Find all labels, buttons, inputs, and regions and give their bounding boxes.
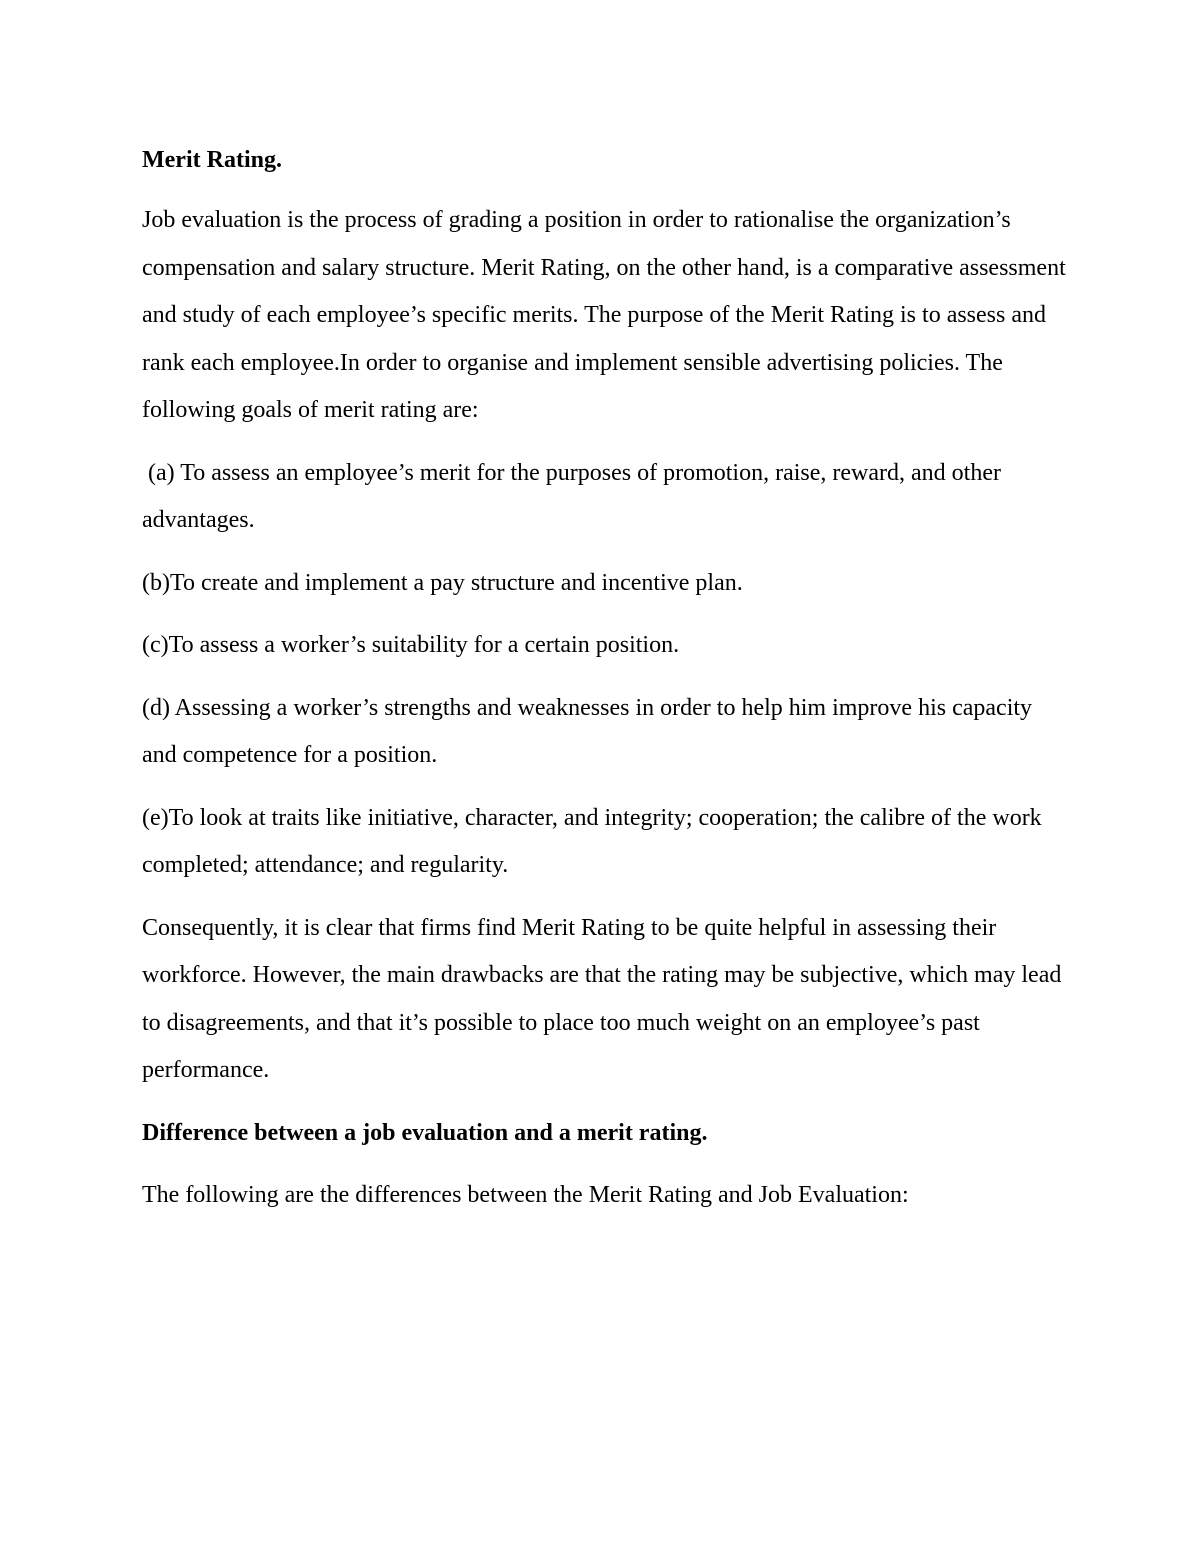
document-body bbox=[142, 137, 1072, 1220]
section-heading: Difference between a job evaluation and a merit rating. bbox=[142, 1119, 708, 1146]
goal-item-e: (e)To look at traits like initiative, character, and integrity; cooperation; the calibre of the work completed; attendance; and regularity. bbox=[142, 804, 1042, 878]
goal-item-b: (b)To create and implement a pay structure and incentive plan. bbox=[142, 569, 743, 596]
goal-item-c: (c)To assess a worker’s suitability for a certain position. bbox=[142, 632, 680, 658]
conclusion-paragraph: Consequently, it is clear that firms find Merit Rating to be quite helpful in assessing their workforce. However, the main drawbacks are that the rating may be subjective, which may lead to disagreements, and that it’s possible to place too much weight on an employee’s past performance. bbox=[142, 914, 1062, 1083]
goal-item-d: (d) Assessing a worker’s strengths and weaknesses in order to help him improve his capacity and competence for a position. bbox=[142, 694, 1033, 768]
goal-item-a: (a) To assess an employee’s merit for the purposes of promotion, raise, reward, and other advantages. bbox=[142, 459, 1007, 533]
intro-paragraph: Job evaluation is the process of grading a position in order to rationalise the organization’s compensation and salary structure. Merit Rating, on the other hand, is a comparative assessment and study of each employee’s specific merits. The purpose of the Merit Rating is to assess and rank each employee.In order to organise and implement sensible advertising policies. The following goals of merit rating are: bbox=[142, 207, 1066, 423]
section-intro-paragraph: The following are the differences between the Merit Rating and Job Evaluation: bbox=[142, 1182, 909, 1208]
page-title: Merit Rating. bbox=[142, 147, 282, 173]
